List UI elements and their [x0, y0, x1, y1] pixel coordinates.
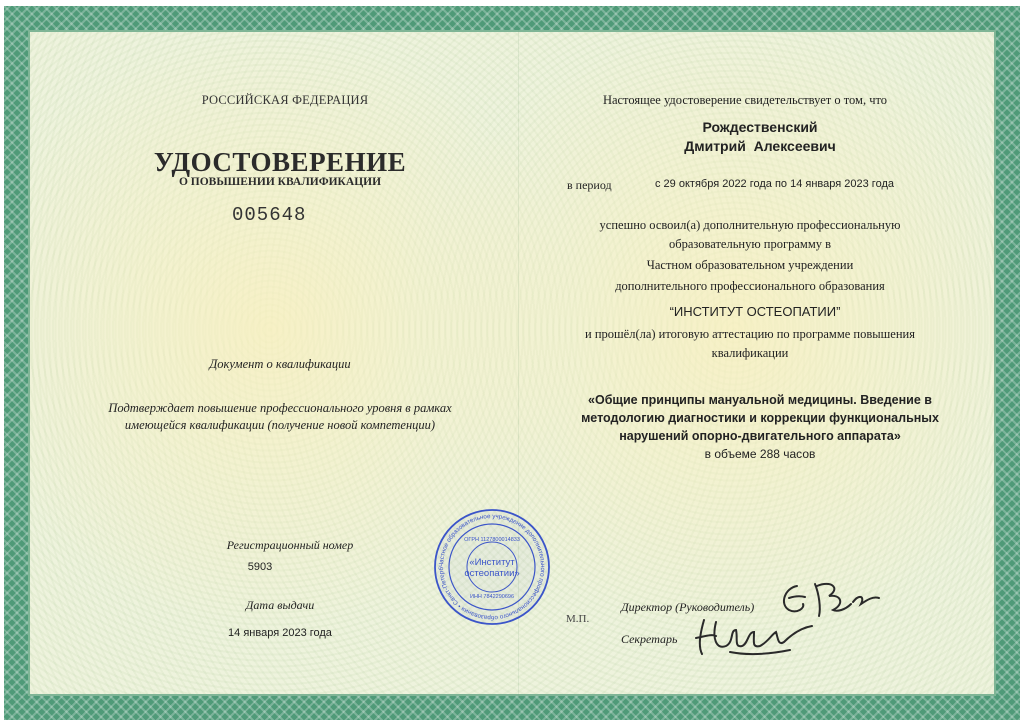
organization-seal [433, 508, 551, 626]
attestation-line-1: и прошёл(ла) итоговую аттестацию по программе повышения [585, 327, 915, 341]
confirms-line-2: имеющейся квалификации (получение новой компетенции) [124, 418, 436, 432]
document-type: Документ о квалификации [209, 357, 351, 371]
country-label: РОССИЙСКАЯ ФЕДЕРАЦИЯ [201, 93, 369, 107]
stamp-place-label: М.П. [566, 613, 590, 625]
holder-surname: Рождественский [702, 119, 818, 135]
director-label: Директор (Руководитель) [621, 600, 755, 614]
institute-name: “ИНСТИТУТ ОСТЕОПАТИИ” [669, 304, 841, 319]
attestation-line-2: квалификации [711, 346, 789, 360]
seal-center-line-2: остеопатии» [464, 568, 520, 579]
program-text-line-1: успешно освоил(а) дополнительную профессиональную [599, 218, 901, 232]
certificate-subtitle: О ПОВЫШЕНИИ КВАЛИФИКАЦИИ [178, 176, 382, 188]
registration-number-value: 5903 [247, 561, 273, 573]
program-volume: в объеме 288 часов [704, 447, 816, 461]
program-title-line-2: методологию диагностики и коррекции функциональных [581, 411, 939, 425]
program-title-line-1: «Общие принципы мануальной медицины. Введение в [588, 393, 932, 407]
registration-number-label: Регистрационный номер [226, 538, 354, 552]
issue-date-label: Дата выдачи [245, 598, 315, 612]
holder-name: Дмитрий Алексеевич [684, 138, 836, 154]
period-value: с 29 октября 2022 года по 14 января 2023 года [655, 178, 894, 190]
intro-text: Настоящее удостоверение свидетельствует о том, что [602, 93, 888, 107]
secretary-signature [690, 612, 820, 667]
seal-ring-text: Частное образовательное учреждение дополнительного профессионального образования • Санкт-Петерб [437, 512, 547, 622]
certificate-number: 005648 [232, 204, 307, 226]
seal-center-line-1: «Институт [469, 557, 515, 568]
program-title-line-3: нарушений опорно-двигательного аппарата» [619, 429, 901, 443]
program-text-line-2: образовательную программу в [668, 237, 832, 251]
issue-date-value: 14 января 2023 года [228, 627, 332, 639]
confirms-line-1: Подтверждает повышение профессионального уровня в рамках [108, 401, 452, 415]
period-label: в период [567, 178, 612, 192]
certificate-title: УДОСТОВЕРЕНИЕ [153, 147, 407, 177]
seal-ogrn: ОГРН 1127800014833 [464, 537, 520, 543]
seal-inn: ИНН 7842290696 [469, 594, 515, 600]
program-text-line-4: дополнительного профессионального образования [615, 279, 885, 293]
program-text-line-3: Частном образовательном учреждении [646, 258, 854, 272]
secretary-label: Секретарь [621, 632, 678, 646]
